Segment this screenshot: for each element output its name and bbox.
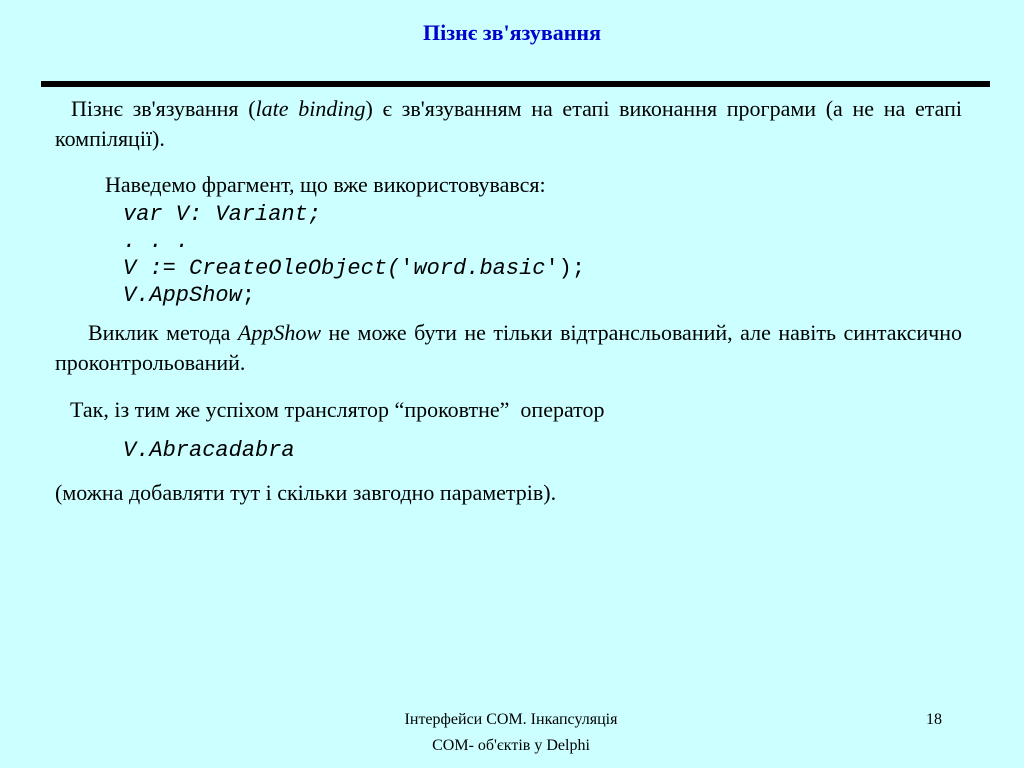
para3-prefix: Виклик метода — [88, 320, 238, 345]
title-divider — [41, 81, 990, 87]
code-abracadabra: V.Abracadabra — [123, 438, 295, 463]
code-line-2: . . . — [123, 229, 190, 254]
code-line-4-part-a: V.AppShow — [123, 283, 242, 308]
code-line-3-part-b: word.basic — [413, 256, 546, 281]
code-line-4 — [123, 282, 255, 309]
paragraph-translator: Так, із тим же успіхом транслятор “проковтне” оператор — [70, 397, 605, 422]
paragraph-fragment-intro: Наведемо фрагмент, що вже використовувався: — [105, 172, 546, 197]
paragraph-parameters: (можна добавляти тут і скільки завгодно параметрів). — [55, 480, 557, 505]
footer-line-2: COM- об'єктів у Delphi — [432, 737, 590, 754]
page-number: 18 — [926, 711, 942, 728]
slide-title: Пізнє зв'язування — [423, 20, 601, 45]
para1-suffix: ) є зв'язуванням на етапі виконання програми (а не на етапі компіляції). — [55, 96, 963, 151]
para1-prefix: Пізнє зв'язування ( — [71, 96, 256, 121]
code-line-1: var V: Variant; — [123, 202, 322, 227]
term-late-binding: late binding — [255, 96, 366, 121]
footer-text — [311, 707, 711, 759]
code-line-3-quote-open: ' — [400, 256, 414, 281]
para3-suffix: не може бути не тільки відтрансльований, але навіть синтаксично проконтрольований. — [55, 320, 962, 375]
method-appshow: AppShow — [237, 320, 322, 345]
paragraph-appshow — [55, 318, 962, 378]
paragraph-late-binding — [55, 94, 962, 154]
footer-line-1: Інтерфейси COM. Інкапсуляція — [404, 711, 618, 728]
code-line-3 — [123, 255, 585, 282]
code-line-3-part-a: V := CreateOleObject( — [123, 256, 401, 281]
code-line-4-part-b: ; — [241, 283, 256, 308]
code-line-3-quote-close: '); — [545, 256, 586, 281]
